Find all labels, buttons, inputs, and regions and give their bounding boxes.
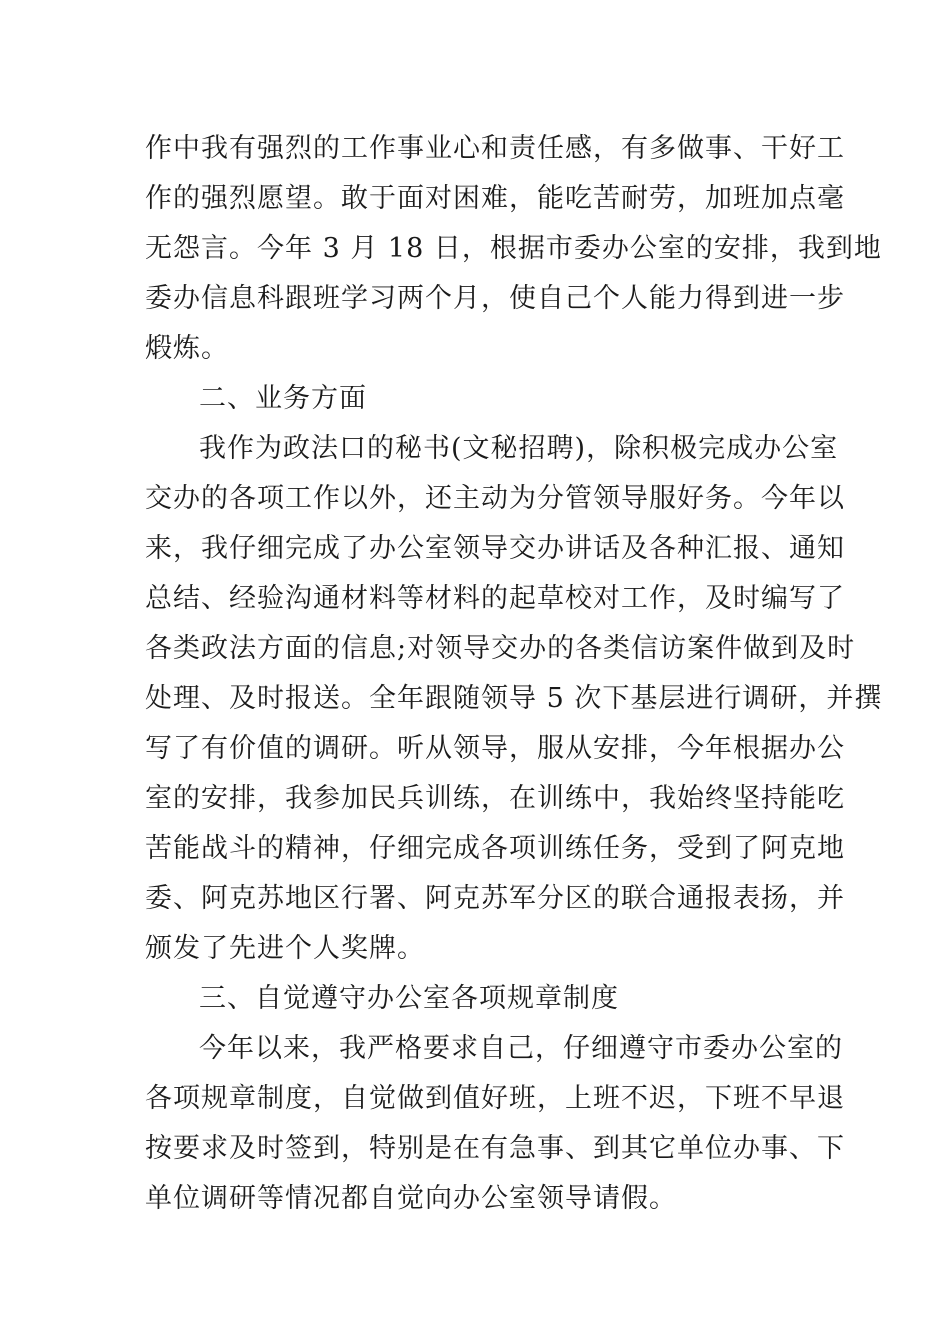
paragraph-business — [145, 424, 883, 974]
section-heading-business: 二、业务方面 — [199, 383, 367, 414]
text-line: 处理、及时报送。全年跟随领导 5 次下基层进行调研，并撰 — [145, 683, 883, 714]
text-line: 单位调研等情况都自觉向办公室领导请假。 — [145, 1183, 677, 1214]
text-line: 按要求及时签到，特别是在有急事、到其它单位办事、下 — [145, 1133, 845, 1164]
text-line: 作中我有强烈的工作事业心和责任感，有多做事、干好工 — [145, 133, 845, 164]
text-line: 总结、经验沟通材料等材料的起草校对工作，及时编写了 — [145, 583, 845, 614]
text-line: 煅炼。 — [145, 333, 229, 364]
text-line: 写了有价值的调研。听从领导，服从安排，今年根据办公 — [145, 733, 845, 764]
text-line: 委办信息科跟班学习两个月，使自己个人能力得到进一步 — [145, 283, 845, 314]
text-line: 我作为政法口的秘书(文秘招聘)，除积极完成办公室 — [199, 433, 839, 464]
section-heading-rules: 三、自觉遵守办公室各项规章制度 — [199, 983, 619, 1014]
text-line: 来，我仔细完成了办公室领导交办讲话及各种汇报、通知 — [145, 533, 845, 564]
text-line: 各类政法方面的信息;对领导交办的各类信访案件做到及时 — [145, 633, 856, 664]
text-line: 委、阿克苏地区行署、阿克苏军分区的联合通报表扬，并 — [145, 883, 845, 914]
text-line: 今年以来，我严格要求自己，仔细遵守市委办公室的 — [199, 1033, 843, 1064]
text-line: 颁发了先进个人奖牌。 — [145, 933, 425, 964]
paragraph-work-attitude — [145, 124, 882, 374]
text-line: 各项规章制度，自觉做到值好班，上班不迟，下班不早退 — [145, 1083, 845, 1114]
text-line: 苦能战斗的精神，仔细完成各项训练任务，受到了阿克地 — [145, 833, 845, 864]
document-body — [145, 124, 883, 1224]
paragraph-rules — [145, 1024, 845, 1224]
text-line: 作的强烈愿望。敢于面对困难，能吃苦耐劳，加班加点毫 — [145, 183, 845, 214]
text-line: 交办的各项工作以外，还主动为分管领导服好务。今年以 — [145, 483, 845, 514]
text-line: 室的安排，我参加民兵训练，在训练中，我始终坚持能吃 — [145, 783, 845, 814]
text-line: 无怨言。今年 3 月 18 日，根据市委办公室的安排，我到地 — [145, 233, 882, 264]
